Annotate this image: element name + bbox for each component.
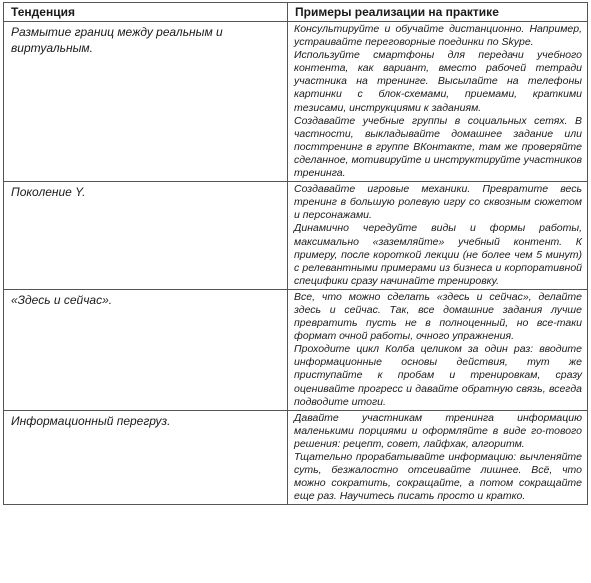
table-row [4,22,588,182]
example-paragraph: Используйте смартфоны для передачи учебного контента, как вариант, вместо рабочей тетради участника на тренинге. Высылайте на телефоны картинки с блок-схемами, приемами, краткими тезисами, инструкциями к заданиям. [294,49,582,114]
table-row [4,410,588,505]
examples-cell [288,182,588,290]
example-paragraph: Динамично чередуйте виды и формы работы, максимально «заземляйте» учебный контент. К примеру, после короткой лекции (не более чем 5 минут) с релевантными примерами из бизнеса и корпоративной специфики сразу начинайте тренировку. [294,222,582,287]
example-paragraph: Консультируйте и обучайте дистанционно. Например, устраивайте переговорные поединки по Skype. [294,23,582,49]
examples-cell [288,22,588,182]
examples-cell [288,410,588,505]
table-row [4,182,588,290]
trend-cell: Размытие границ между реальным и виртуальным. [4,22,288,182]
header-examples: Примеры реализации на практике [288,3,588,22]
header-trend: Тенденция [4,3,288,22]
example-paragraph: Тщательно прорабатывайте информацию: вычленяйте суть, безжалостно отсеивайте лишнее. Всё, что можно сократить, сокращайте, а потом сокращайте еще раз. Научитесь писать просто и кратко. [294,451,582,503]
trends-table [3,2,588,505]
trend-cell: «Здесь и сейчас». [4,289,288,410]
table-row [4,289,588,410]
examples-cell [288,289,588,410]
example-paragraph: Создавайте учебные группы в социальных сетях. В частности, выкладывайте домашнее задание или посттренинг в группе ВКонтакте, там же проверяйте сделанное, мотивируйте и инструктируйте участников тренинга. [294,114,582,180]
example-paragraph: Создавайте игровые механики. Превратите весь тренинг в большую ролевую игру со сквозным сюжетом и персонажами. [294,183,582,222]
trend-cell: Поколение Y. [4,182,288,290]
header-row [4,3,588,22]
example-paragraph: Давайте участникам тренинга информацию маленькими порциями и оформляйте в виде го-тового решения: рецепт, совет, лайфхак, алгоритм. [294,411,582,450]
trend-cell: Информационный перегруз. [4,410,288,505]
example-paragraph: Все, что можно сделать «здесь и сейчас», делайте здесь и сейчас. Так, все домашние задания лучше превратить пусть не в полноценный, но все-таки формат очной работы, очного упражнения. [294,290,582,343]
example-paragraph: Проходите цикл Колба целиком за один раз: вводите информационные основы действия, тут же приступайте к пробам и тренировкам, сразу оценивайте прогресс и давайте обратную связь, всегда подводите итоги. [294,343,582,408]
